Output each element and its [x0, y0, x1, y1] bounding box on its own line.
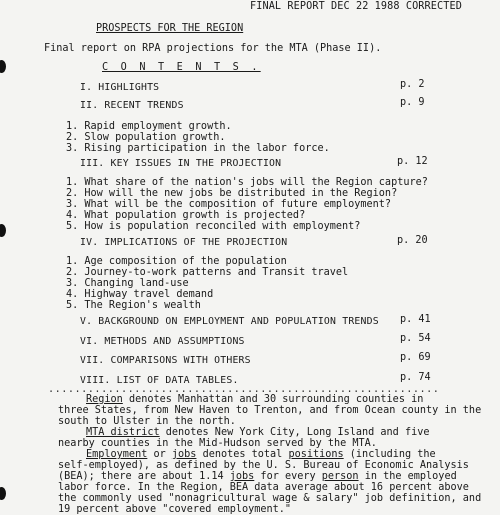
section-3-page: p. 12 [397, 156, 428, 167]
definition-employment-line-3 [58, 471, 457, 482]
section-4-item: 2. Journey-to-work patterns and Transit travel [66, 267, 349, 278]
section-6-label: VI. METHODS AND ASSUMPTIONS [80, 336, 245, 347]
section-4-label: IV. IMPLICATIONS OF THE PROJECTION [80, 237, 288, 248]
term-region: Region [86, 394, 123, 405]
punch-hole [0, 60, 6, 73]
section-2-item: 1. Rapid employment growth. [66, 121, 232, 132]
definition-text: labor force. In the Region, BEA data average about 16 percent above [58, 482, 469, 493]
definition-text: or [147, 449, 172, 460]
definition-mta-line [86, 427, 429, 438]
definition-text: for every [254, 471, 322, 482]
definition-text: denotes New York City, Long Island and five [159, 427, 430, 438]
section-1-label: I. HIGHLIGHTS [80, 82, 160, 93]
section-3-label: III. KEY ISSUES IN THE PROJECTION [80, 158, 282, 169]
term-jobs: jobs [171, 449, 197, 460]
contents-title: C O N T E N T S . [102, 62, 261, 73]
report-header: FINAL REPORT DEC 22 1988 CORRECTED [250, 1, 462, 12]
term-employment: Employment [86, 449, 148, 460]
section-3-item: 4. What population growth is projected? [66, 210, 306, 221]
section-3-item: 2. How will the new jobs be distributed in the Region? [66, 188, 398, 199]
definition-text: the commonly used "nonagricultural wage & salary" job definition, and [58, 493, 482, 504]
term-mta-district: MTA district [86, 427, 160, 438]
section-4-item: 5. The Region's wealth [66, 300, 201, 311]
section-7-page: p. 69 [400, 352, 431, 363]
definition-employment-line [86, 449, 436, 460]
section-2-page: p. 9 [400, 97, 425, 108]
intro-line: Final report on RPA projections for the MTA (Phase II). [44, 43, 382, 54]
definition-text: in the employed [358, 471, 457, 482]
definition-text: 19 percent above "covered employment." [58, 504, 292, 515]
term-person: person [321, 471, 359, 482]
section-5-label: V. BACKGROUND ON EMPLOYMENT AND POPULATION TRENDS [80, 316, 379, 327]
section-2-label: II. RECENT TRENDS [80, 100, 184, 111]
dotted-rule: ........................................................... [48, 384, 440, 395]
section-4-item: 3. Changing land-use [66, 278, 189, 289]
section-7-label: VII. COMPARISONS WITH OTHERS [80, 355, 251, 366]
section-4-item: 1. Age composition of the population [66, 256, 287, 267]
definition-text: denotes Manhattan and 30 surrounding counties in [122, 394, 424, 405]
section-4-page: p. 20 [397, 235, 428, 246]
section-6-page: p. 54 [400, 333, 431, 344]
term-positions: positions [288, 449, 344, 460]
definition-region-line [86, 394, 423, 405]
section-3-item: 5. How is population reconciled with employment? [66, 221, 361, 232]
definition-text: self-employed), as defined by the U. S. Bureau of Economic Analysis [58, 460, 469, 471]
definition-text: denotes total [196, 449, 289, 460]
definition-text: nearby counties in the Mid-Hudson served by the MTA. [58, 438, 377, 449]
section-8-label: VIII. LIST OF DATA TABLES. [80, 375, 239, 386]
punch-hole [0, 487, 6, 500]
definition-text: three States, from New Haven to Trenton, and from Ocean county in the [58, 405, 482, 416]
term-jobs: jobs [229, 471, 255, 482]
punch-hole [0, 224, 6, 237]
section-5-page: p. 41 [400, 314, 431, 325]
section-3-item: 1. What share of the nation's jobs will the Region capture? [66, 177, 428, 188]
section-4-item: 4. Highway travel demand [66, 289, 214, 300]
definition-text: (including the [343, 449, 436, 460]
page-heading: PROSPECTS FOR THE REGION [96, 23, 244, 34]
section-8-page: p. 74 [400, 372, 431, 383]
section-3-item: 3. What will be the composition of future employment? [66, 199, 392, 210]
definition-text: (BEA); there are about 1.14 [58, 471, 230, 482]
definition-text: south to Ulster in the north. [58, 416, 236, 427]
section-2-item: 2. Slow population growth. [66, 132, 226, 143]
section-1-page: p. 2 [400, 79, 425, 90]
section-2-item: 3. Rising participation in the labor force. [66, 143, 330, 154]
